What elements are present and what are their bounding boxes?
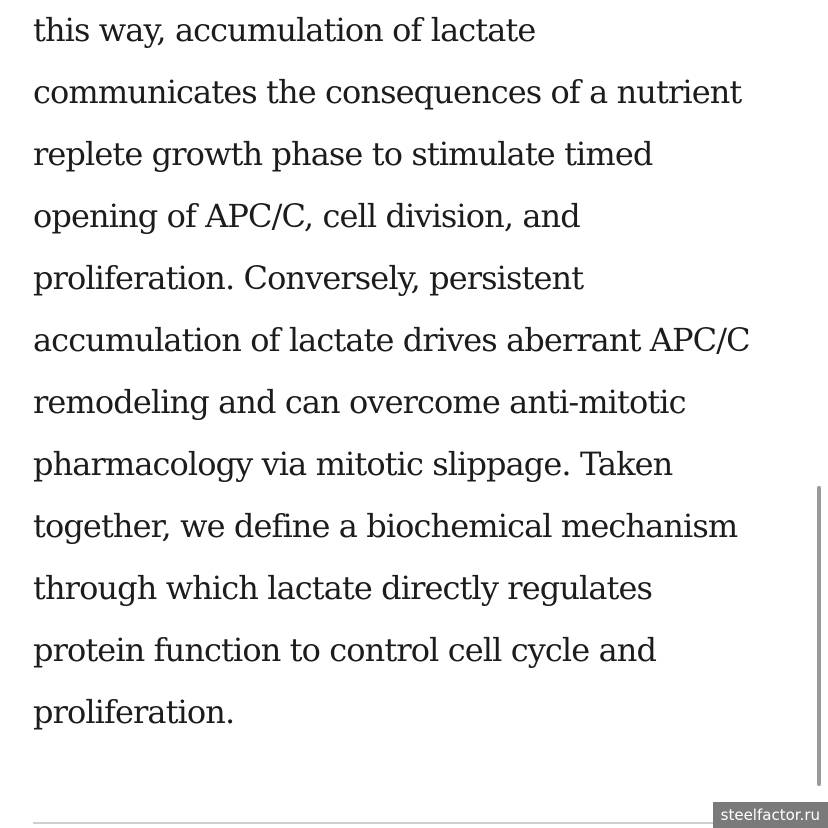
text-line: opening of APC/C, cell division, and	[33, 197, 580, 235]
text-line: this way, accumulation of lactate	[33, 11, 536, 49]
text-line: through which lactate directly regulates	[33, 569, 653, 607]
text-line: proliferation. Conversely, persistent	[33, 259, 584, 297]
text-line: proliferation.	[33, 693, 235, 731]
scrollbar-thumb[interactable]	[817, 486, 821, 786]
text-line: together, we define a biochemical mechanism	[33, 507, 738, 545]
text-line: communicates the consequences of a nutrient	[33, 73, 742, 111]
watermark: steelfactor.ru	[713, 802, 828, 828]
text-line: remodeling and can overcome anti-mitotic	[33, 383, 686, 421]
text-line: pharmacology via mitotic slippage. Taken	[33, 445, 673, 483]
text-line: replete growth phase to stimulate timed	[33, 135, 653, 173]
text-line: protein function to control cell cycle and	[33, 631, 657, 669]
section-divider	[33, 822, 713, 824]
text-line: accumulation of lactate drives aberrant APC/C	[33, 321, 750, 359]
